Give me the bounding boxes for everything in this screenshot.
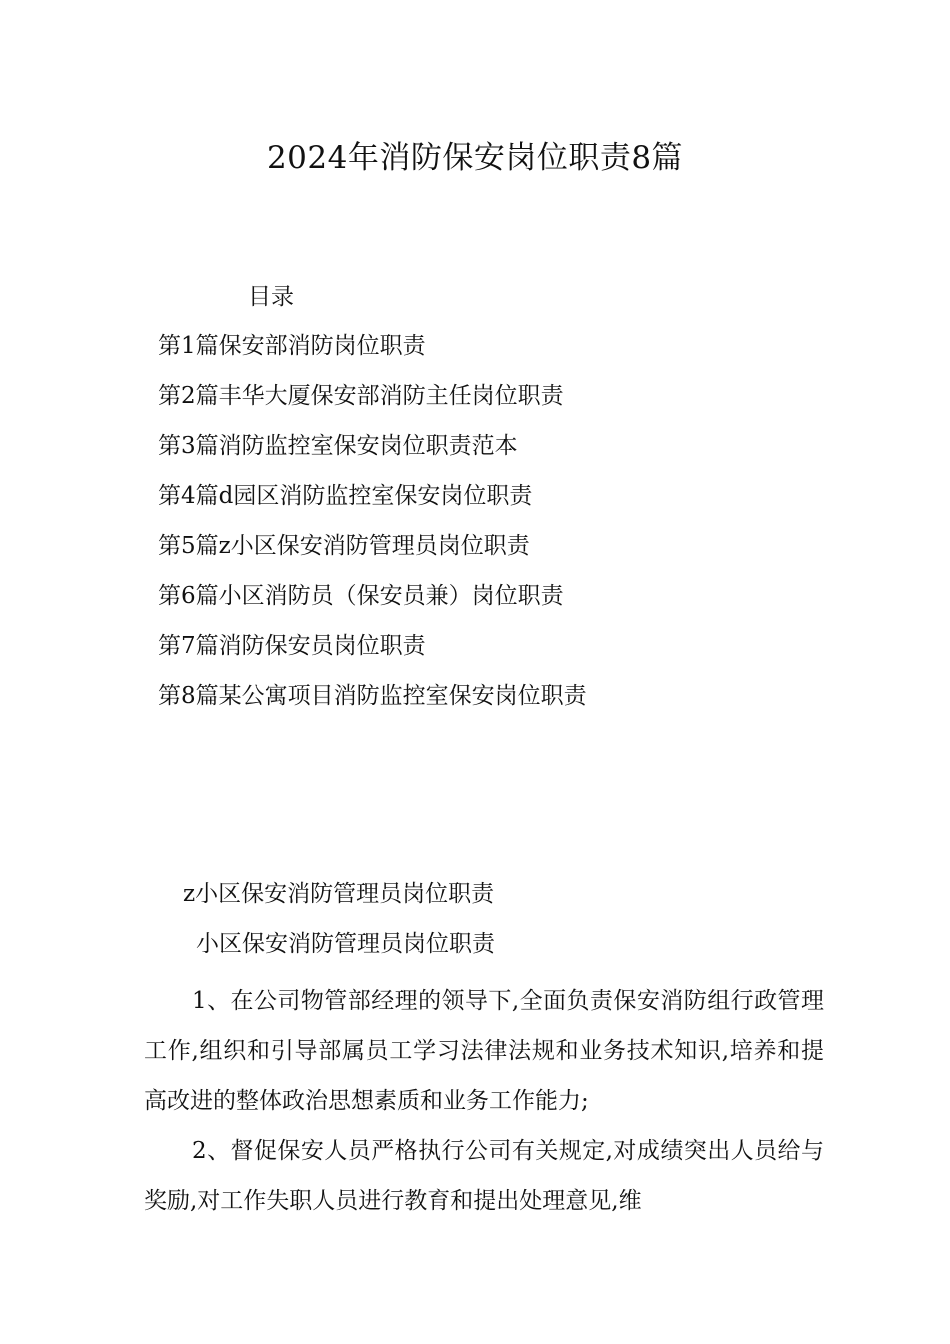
toc-item-5[interactable]: 第5篇z小区保安消防管理员岗位职责 bbox=[158, 533, 530, 559]
toc-item-6[interactable]: 第6篇小区消防员（保安员兼）岗位职责 bbox=[158, 583, 564, 609]
document-title: 2024年消防保安岗位职责8篇 bbox=[266, 140, 684, 176]
toc-item-2[interactable]: 第2篇丰华大厦保安部消防主任岗位职责 bbox=[158, 383, 564, 409]
toc-item-8[interactable]: 第8篇某公寓项目消防监控室保安岗位职责 bbox=[158, 683, 587, 709]
toc-item-1[interactable]: 第1篇保安部消防岗位职责 bbox=[158, 333, 426, 359]
section-title: z小区保安消防管理员岗位职责 bbox=[183, 881, 495, 907]
paragraph-2: 2、督促保安人员严格执行公司有关规定,对成绩突出人员给与奖励,对工作失职人员进行教育和提出处理意见,维 bbox=[144, 1138, 824, 1214]
toc-item-3[interactable]: 第3篇消防监控室保安岗位职责范本 bbox=[158, 433, 518, 459]
table-of-contents bbox=[158, 328, 587, 728]
toc-heading: 目录 bbox=[248, 284, 294, 310]
toc-item-4[interactable]: 第4篇d园区消防监控室保安岗位职责 bbox=[158, 483, 533, 509]
section-body bbox=[144, 976, 824, 1226]
section-subtitle: 小区保安消防管理员岗位职责 bbox=[196, 931, 495, 957]
paragraph-1: 1、在公司物管部经理的领导下,全面负责保安消防组行政管理工作,组织和引导部属员工学习法律法规和业务技术知识,培养和提高改进的整体政治思想素质和业务工作能力; bbox=[144, 988, 824, 1114]
toc-item-7[interactable]: 第7篇消防保安员岗位职责 bbox=[158, 633, 426, 659]
